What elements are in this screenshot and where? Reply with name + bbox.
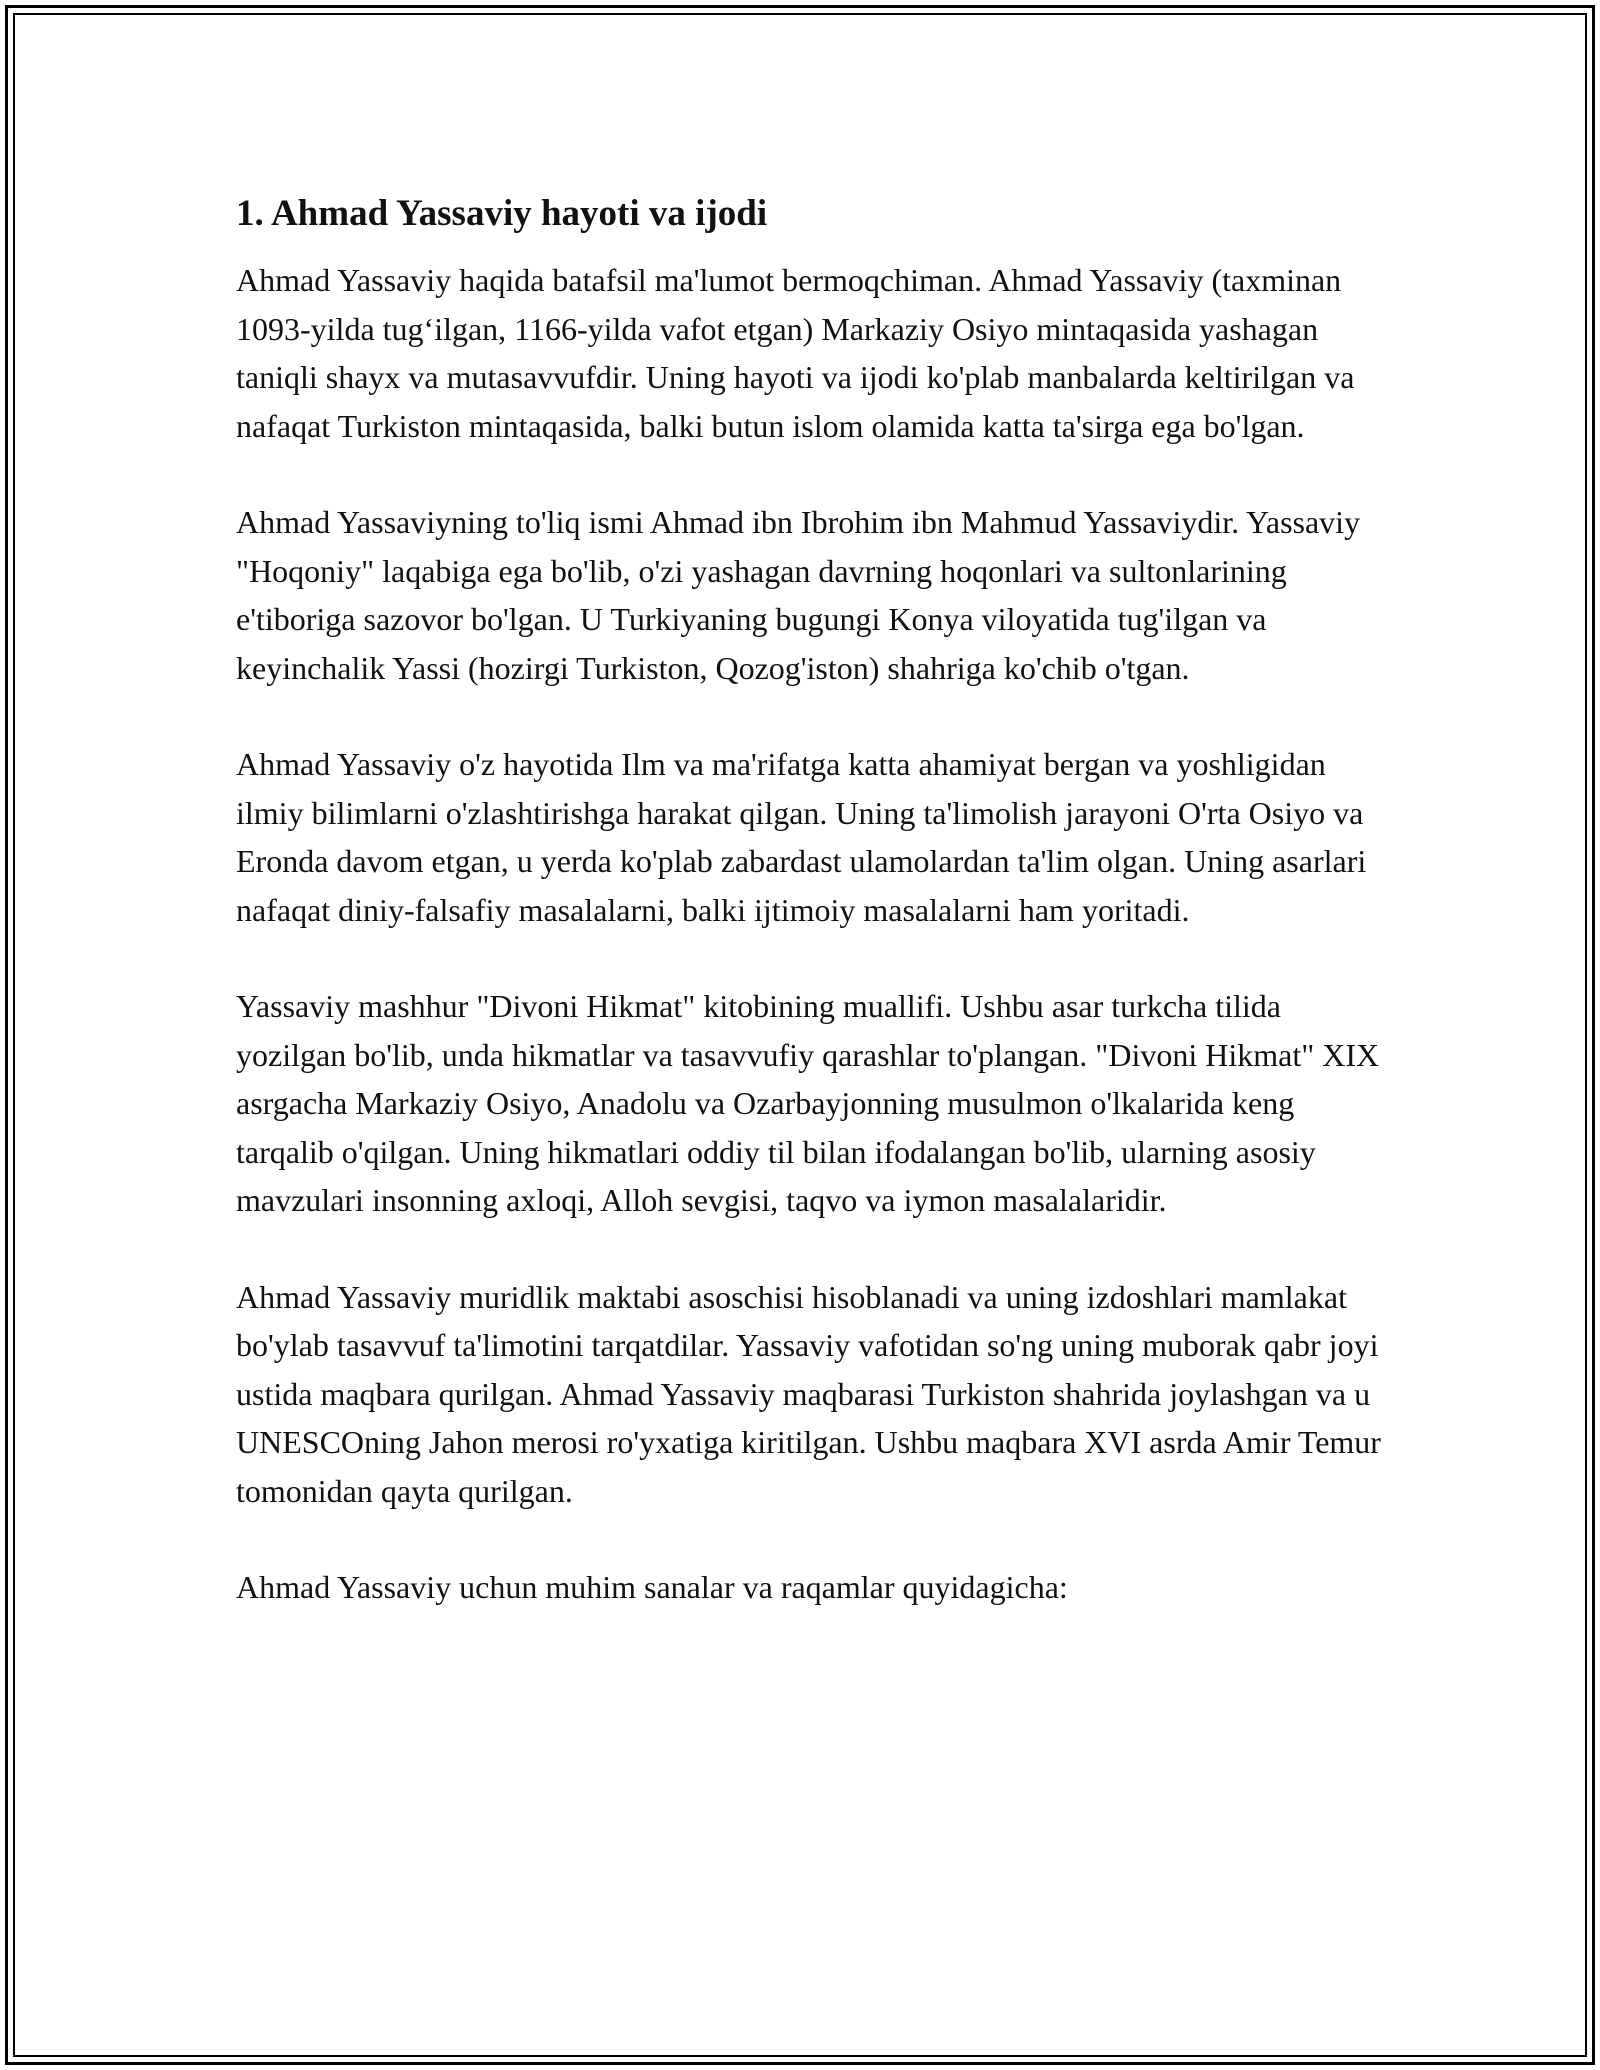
paragraph-key-dates-intro: Ahmad Yassaviy uchun muhim sanalar va raqamlar quyidagicha: [236, 1569, 1068, 1605]
paragraph-mausoleum: Ahmad Yassaviy muridlik maktabi asoschisi hisoblanadi va uning izdoshlari mamlakat bo'ylab tasavvuf ta'limotini tarqatdilar. Yassaviy vafotidan so'ng uning muborak qabr joyi ustida maqbara qurilgan. Ahmad Yassaviy maqbarasi Turkiston shahrida joylashgan va u UNESCOning Jahon merosi ro'yxatiga kiritilgan. Ushbu maqbara XVI asrda Amir Temur tomonidan qayta qurilgan. [236, 1278, 1381, 1509]
paragraph-intro: Ahmad Yassaviy haqida batafsil ma'lumot bermoqchiman. Ahmad Yassaviy (taxminan 1093-yilda tug‘ilgan, 1166-yilda vafot etgan) Markaziy Osiyo mintaqasida yashagan taniqli shayx va mutasavvufdir. Uning hayoti va ijodi ko'plab manbalarda keltirilgan va nafaqat Turkiston mintaqasida, balki butun islom olamida katta ta'sirga ega bo'lgan. [236, 262, 1355, 444]
paragraph-divoni-hikmat: Yassaviy mashhur "Divoni Hikmat" kitobining muallifi. Ushbu asar turkcha tilida yozilgan bo'lib, unda hikmatlar va tasavvufiy qarashlar to'plangan. "Divoni Hikmat" XIX asrgacha Markaziy Osiyo, Anadolu va Ozarbayjonning musulmon o'lkalarida keng tarqalib o'qilgan. Uning hikmatlari oddiy til bilan ifodalangan bo'lib, ularning asosiy mavzulari insonning axloqi, Alloh sevgisi, taqvo va iymon masalalaridir. [236, 988, 1380, 1218]
paragraph-full-name: Ahmad Yassaviyning to'liq ismi Ahmad ibn Ibrohim ibn Mahmud Yassaviydir. Yassaviy "Hoqoniy" laqabiga ega bo'lib, o'zi yashagan davrning hoqonlari va sultonlarining e'tiboriga sazovor bo'lgan. U Turkiyaning bugungi Konya viloyatida tug'ilgan va keyinchalik Yassi (hozirgi Turkiston, Qozog'iston) shahriga ko'chib o'tgan. [236, 504, 1361, 686]
paragraph-education: Ahmad Yassaviy o'z hayotida Ilm va ma'rifatga katta ahamiyat bergan va yoshligidan ilmiy bilimlarni o'zlashtirishga harakat qilgan. Uning ta'limolish jarayoni O'rta Osiyo va Eronda davom etgan, u yerda ko'plab zabardast ulamolardan ta'lim olgan. Uning asarlari nafaqat diniy-falsafiy masalalarni, balki ijtimoiy masalalarni ham yoritadi. [236, 746, 1367, 928]
document-body [236, 186, 1386, 1660]
section-heading: 1. Ahmad Yassaviy hayoti va ijodi [236, 193, 768, 234]
